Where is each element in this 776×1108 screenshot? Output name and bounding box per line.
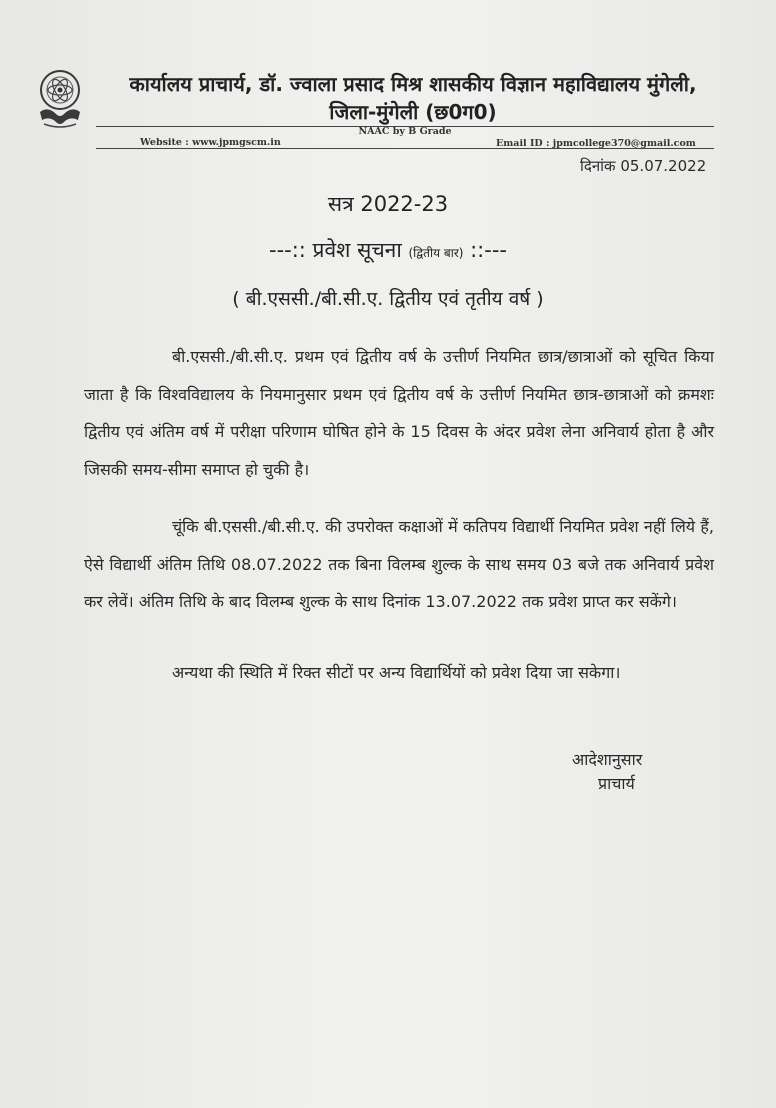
notice-title-subtitle: (द्वितीय बार): [408, 246, 464, 260]
college-emblem-icon: [34, 68, 86, 132]
paragraph-3-text: अन्यथा की स्थिति में रिक्त सीटों पर अन्य विद्यार्थियों को प्रवेश दिया जा सकेगा।: [172, 663, 621, 682]
paragraph-2: [84, 508, 714, 621]
notice-title-prefix: ---:: प्रवेश सूचना: [269, 238, 402, 262]
website-text: Website : www.jpmgscm.in: [140, 137, 281, 148]
paragraph-1: [84, 338, 714, 488]
notice-title: [0, 236, 776, 264]
naac-grade: NAAC by B Grade: [358, 126, 452, 137]
paragraph-3: [84, 654, 714, 692]
notice-title-suffix: ::---: [470, 238, 507, 262]
paragraph-2-text: चूंकि बी.एससी./बी.सी.ए. की उपरोक्त कक्षाओं में कतिपय विद्यार्थी नियमित प्रवेश नहीं लिये हैं, ऐसे विद्यार्थी अंतिम तिथि 08.07.2022 तक बिना विलम्ब शुल्क के साथ समय 03 बजे तक अनिवार्य प्रवेश कर लेवें। अंतिम तिथि के बाद विलम्ब शुल्क के साथ दिनांक 13.07.2022 तक प्रवेश प्राप्त कर सकेंगे।: [84, 517, 714, 611]
signature-principal: प्राचार्य: [598, 774, 635, 793]
notice-date: दिनांक 05.07.2022: [580, 157, 707, 175]
email-text: Email ID : jpmcollege370@gmail.com: [496, 138, 696, 149]
notice-classes: ( बी.एससी./बी.सी.ए. द्वितीय एवं तृतीय वर्ष ): [232, 288, 544, 310]
header-rule-bottom: [96, 148, 714, 149]
paragraph-1-text: बी.एससी./बी.सी.ए. प्रथम एवं द्वितीय वर्ष के उत्तीर्ण नियमित छात्र/छात्राओं को सूचित किया जाता है कि विश्वविद्यालय के नियमानुसार प्रथम एवं द्वितीय वर्ष के उत्तीर्ण नियमित छात्र-छात्राओं को क्रमशः द्वितीय एवं अंतिम वर्ष में परीक्षा परिणाम घोषित होने के 15 दिवस के अंदर प्रवेश लेना अनिवार्य होता है और जिसकी समय-सीमा समाप्त हो चुकी है।: [84, 347, 714, 479]
institution-name: कार्यालय प्राचार्य, डॉ. ज्वाला प्रसाद मिश्र शासकीय विज्ञान महाविद्यालय मुंगेली,: [129, 72, 697, 96]
signature-order-line: आदेशानुसार: [572, 750, 643, 769]
institution-district: जिला-मुंगेली (छ0ग0): [329, 100, 497, 124]
session-title: सत्र 2022-23: [327, 192, 449, 216]
